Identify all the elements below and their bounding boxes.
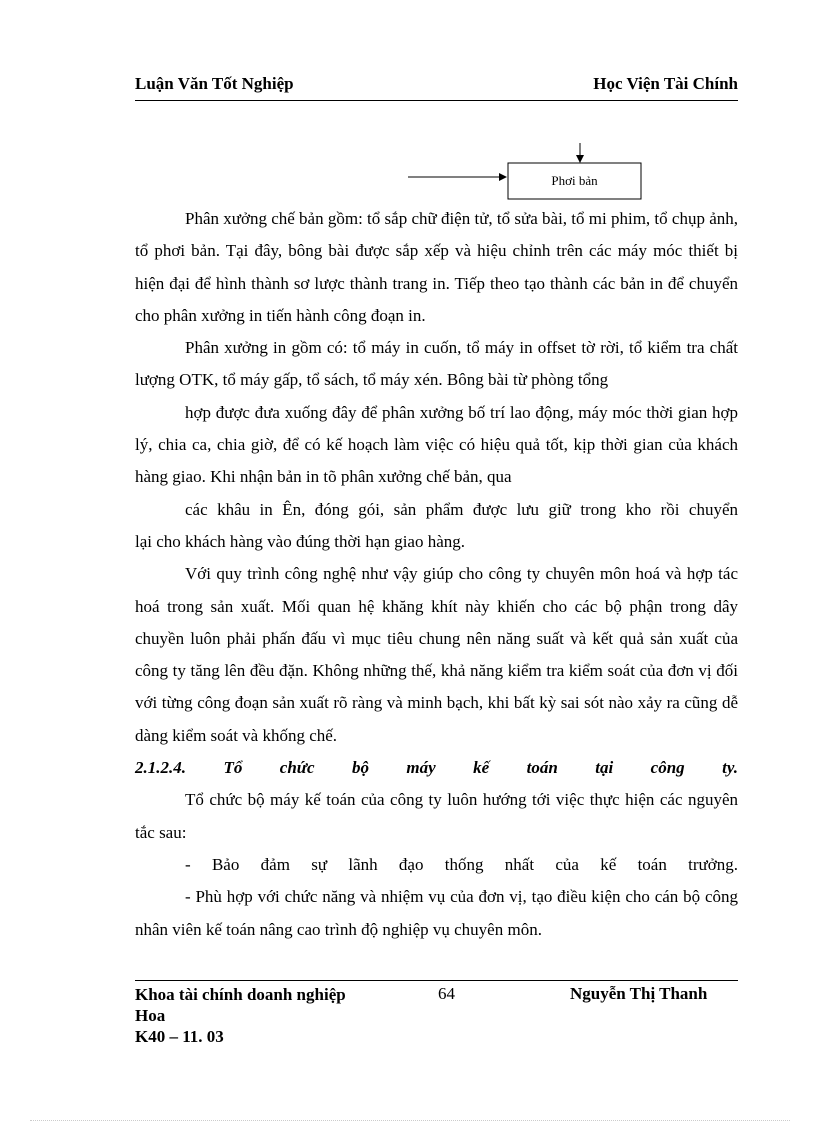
footer-class: K40 – 11. 03 — [135, 1027, 224, 1046]
paragraph-printing-workshop: Phân xưởng in gồm có: tổ máy in cuốn, tổ máy in offset tờ rời, tổ kiểm tra chất lượng OTK, tổ máy gấp, tổ sách, tổ máy xén. Bông bài từ phòng tổng — [135, 338, 738, 390]
header-thesis-title: Luận Văn Tốt Nghiệp — [135, 74, 294, 93]
header-institution: Học Viện Tài Chính — [593, 74, 738, 93]
page-number: 64 — [438, 984, 455, 1003]
header-rule — [135, 100, 738, 101]
paragraph-prepress-workshop: Phân xưởng chế bản gồm: tổ sắp chữ điện tử, tổ sửa bài, tổ mi phim, tổ chụp ảnh, tổ phơi bản. Tại đây, bông bài được sắp xếp và hiệu chỉnh trên các máy móc thiết bị hiện đại để hình thành sơ lược thành trang in. Tiếp theo tạo thành các bản in để chuyển cho phân xưởng in tiến hành công đoạn in. — [135, 209, 738, 325]
body-text — [135, 203, 738, 946]
principle-item-2: - Phù hợp với chức năng và nhiệm vụ của đơn vị, tạo điều kiện cho cán bộ công nhân viên kế toán nâng cao trình độ nghiệp vụ chuyên môn. — [135, 887, 738, 939]
paragraph-delivery: lại cho khách hàng vào đúng thời hạn giao hàng. — [135, 531, 466, 551]
phoi-ban-label: Phơi bản — [551, 173, 598, 188]
page-bottom-edge — [30, 1120, 790, 1121]
paragraph-printing-continued: hợp được đưa xuống đây để phân xưởng bố trí lao động, máy móc thời gian hợp lý, chia ca, chia giờ, để có kế hoạch làm việc có hiệu quả tốt, kịp thời gian của khách hàng giao. Khi nhận bản in tõ phân xưởng chế bản, qua — [135, 402, 738, 487]
paragraph-process-benefits: Với quy trình công nghệ như vậy giúp cho công ty chuyên môn hoá và hợp tác hoá trong sản xuất. Mối quan hệ khăng khít này khiến cho các bộ phận trong dây chuyền luôn phải phấn đấu vì mục tiêu chung nên năng suất và kết quả sản xuất của công ty tăng lên đều đặn. Không những thế, khả năng kiểm tra kiểm soát của đơn vị đối với từng công đoạn sản xuất rõ ràng và minh bạch, khi bất kỳ sai sót nào xảy ra cũng dễ dàng kiểm soát và khống chế. — [135, 564, 738, 745]
paragraph-principles-intro: Tổ chức bộ máy kế toán của công ty luôn hướng tới việc thực hiện các nguyên tắc sau: — [135, 790, 738, 842]
footer-author: Nguyễn Thị Thanh — [570, 984, 708, 1003]
section-heading: 2.1.2.4. Tổ chức bộ máy kế toán tại công ty. — [135, 758, 738, 778]
page-header — [135, 74, 738, 98]
paragraph-stages: các khâu in Ên, đóng gói, sản phẩm được lưu giữ trong kho rồi chuyển — [185, 499, 738, 519]
principle-item-1: - Bảo đảm sự lãnh đạo thống nhất của kế toán trưởng. — [185, 854, 738, 874]
footer-faculty: Khoa tài chính doanh nghiệp — [135, 985, 346, 1004]
process-diagram-fragment — [408, 143, 648, 203]
footer-rule — [135, 980, 738, 981]
footer-name-continued: Hoa — [135, 1006, 166, 1025]
footer-left — [135, 984, 385, 1047]
